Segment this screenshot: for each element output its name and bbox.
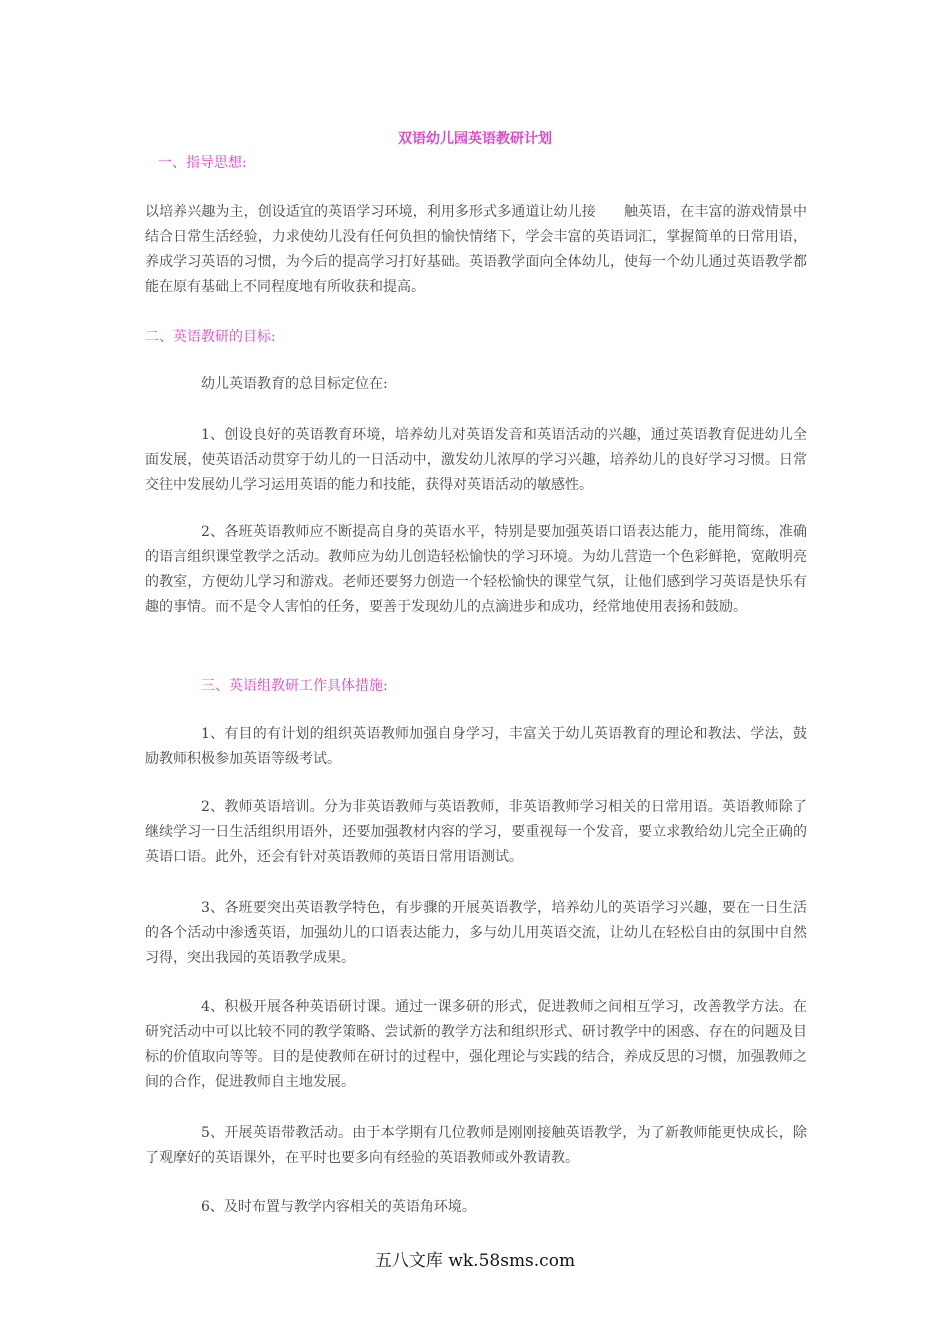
section3-item-2: 2、教师英语培训。分为非英语教师与英语教师，非英语教师学习相关的日常用语。英语教师除了继续学习一日生活组织用语外，还要加强教材内容的学习，要重视每一个发音，要立求教给幼儿完全正确的英语口语。此外，还会有针对英语教师的英语日常用语测试。 [145, 799, 807, 865]
document-title: 双语幼儿园英语教研计划 [398, 131, 552, 147]
section2-item-2: 2、各班英语教师应不断提高自身的英语水平，特别是要加强英语口语表达能力，能用简练，准确的语言组织课堂教学之活动。教师应为幼儿创造轻松愉快的学习环境。为幼儿营造一个色彩鲜艳，宽敞明亮的教室，方便幼儿学习和游戏。老师还要努力创造一个轻松愉快的课堂气氛，让他们感到学习英语是快乐有趣的事情。而不是令人害怕的任务，要善于发现幼儿的点滴进步和成功，经常地使用表扬和鼓励。 [145, 524, 807, 615]
section1-paragraph: 以培养兴趣为主，创设适宜的英语学习环境，利用多形式多通道让幼儿接 触英语，在丰富的游戏情景中结合日常生活经验，力求使幼儿没有任何负担的愉快情绪下，学会丰富的英语词汇，掌握简单的日常用语，养成学习英语的习惯，为今后的提高学习打好基础。英语教学面向全体幼儿，使每一个幼儿通过英语教学都能在原有基础上不同程度地有所收获和提高。 [145, 204, 807, 295]
section3-item-3: 3、各班要突出英语教学特色，有步骤的开展英语教学，培养幼儿的英语学习兴趣，要在一日生活的各个活动中渗透英语，加强幼儿的口语表达能力，多与幼儿用英语交流，让幼儿在轻松自由的氛围中自然习得，突出我园的英语教学成果。 [145, 900, 807, 966]
section3-heading: 三、英语组教研工作具体措施: [201, 678, 388, 694]
section1-heading: 一、指导思想: [158, 155, 247, 171]
section3-item-4: 4、积极开展各种英语研讨课。通过一课多研的形式，促进教师之间相互学习，改善教学方法。在研究活动中可以比较不同的教学策略、尝试新的教学方法和组织形式、研讨教学中的困惑、存在的问题及目标的价值取向等等。目的是使教师在研讨的过程中，强化理论与实践的结合，养成反思的习惯，加强教师之间的合作，促进教师自主地发展。 [145, 999, 807, 1090]
section2-item-1: 1、创设良好的英语教育环境，培养幼儿对英语发音和英语活动的兴趣，通过英语教育促进幼儿全面发展，使英语活动贯穿于幼儿的一日活动中，激发幼儿浓厚的学习兴趣，培养幼儿的良好学习习惯。日常交往中发展幼儿学习运用英语的能力和技能，获得对英语活动的敏感性。 [145, 427, 807, 493]
footer-watermark: 五八文库 wk.58sms.com [374, 1251, 576, 1271]
section2-heading: 二、英语教研的目标: [145, 329, 276, 345]
section3-item-5: 5、开展英语带教活动。由于本学期有几位教师是刚刚接触英语教学，为了新教师能更快成长，除了观摩好的英语课外，在平时也要多向有经验的英语教师或外教请教。 [145, 1125, 807, 1166]
section3-item-1: 1、有目的有计划的组织英语教师加强自身学习，丰富关于幼儿英语教育的理论和教法、学法，鼓励教师积极参加英语等级考试。 [145, 726, 807, 767]
section3-item-6: 6、及时布置与教学内容相关的英语角环境。 [201, 1199, 476, 1215]
section2-intro: 幼儿英语教育的总目标定位在: [201, 376, 388, 392]
